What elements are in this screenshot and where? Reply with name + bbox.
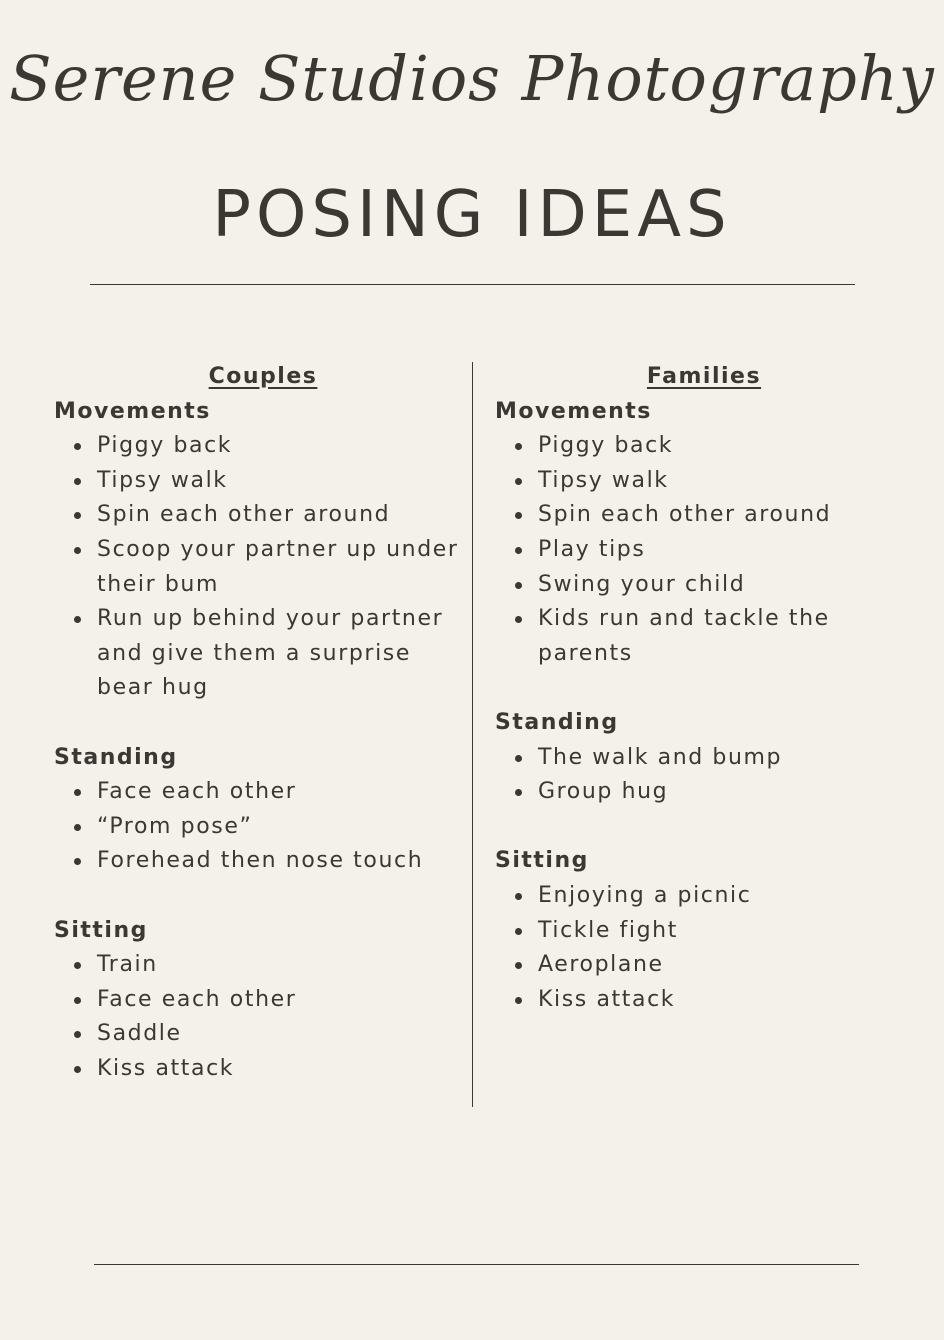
list-item: Aeroplane xyxy=(495,948,915,983)
column-heading-families: Families xyxy=(646,364,762,389)
list-item: Kiss attack xyxy=(495,983,915,1018)
section-title-standing: Standing xyxy=(495,709,619,735)
studio-name-title: Serene Studios Photography xyxy=(9,42,935,115)
list-item: Scoop your partner up under their bum xyxy=(54,533,470,602)
sitting-list xyxy=(495,879,915,1017)
list-item: Swing your child xyxy=(495,568,915,603)
list-item: Run up behind your partner and give them a surprise bear hug xyxy=(54,602,470,706)
standing-list xyxy=(495,741,915,810)
page-title: POSING IDEAS xyxy=(212,178,732,252)
list-item: Tipsy walk xyxy=(495,464,915,499)
list-item: “Prom pose” xyxy=(54,810,470,845)
bottom-divider xyxy=(94,1264,859,1265)
section-spacer xyxy=(54,879,470,914)
list-item: Face each other xyxy=(54,775,470,810)
list-item: Tipsy walk xyxy=(54,464,470,499)
standing-list xyxy=(54,775,470,879)
movements-list xyxy=(54,429,470,706)
list-item: Tickle fight xyxy=(495,914,915,949)
column-divider xyxy=(472,362,473,1107)
section-spacer xyxy=(54,706,470,741)
list-item: Piggy back xyxy=(495,429,915,464)
section-title-sitting: Sitting xyxy=(495,848,589,874)
list-item: Face each other xyxy=(54,983,470,1018)
families-column xyxy=(495,360,915,1017)
section-spacer xyxy=(495,671,915,706)
section-title-sitting: Sitting xyxy=(54,917,148,943)
section-title-movements: Movements xyxy=(495,398,652,424)
list-item: Piggy back xyxy=(54,429,470,464)
list-item: Group hug xyxy=(495,775,915,810)
couples-column xyxy=(54,360,470,1086)
list-item: Enjoying a picnic xyxy=(495,879,915,914)
list-item: Play tips xyxy=(495,533,915,568)
list-item: Forehead then nose touch xyxy=(54,844,470,879)
list-item: Kiss attack xyxy=(54,1052,470,1087)
list-item: Train xyxy=(54,948,470,983)
column-heading-couples: Couples xyxy=(208,364,318,389)
list-item: Saddle xyxy=(54,1017,470,1052)
list-item: Kids run and tackle the parents xyxy=(495,602,915,671)
top-divider xyxy=(90,284,855,285)
sitting-list xyxy=(54,948,470,1086)
section-title-standing: Standing xyxy=(54,744,178,770)
movements-list xyxy=(495,429,915,671)
list-item: The walk and bump xyxy=(495,741,915,776)
list-item: Spin each other around xyxy=(54,498,470,533)
section-title-movements: Movements xyxy=(54,398,211,424)
list-item: Spin each other around xyxy=(495,498,915,533)
section-spacer xyxy=(495,810,915,845)
